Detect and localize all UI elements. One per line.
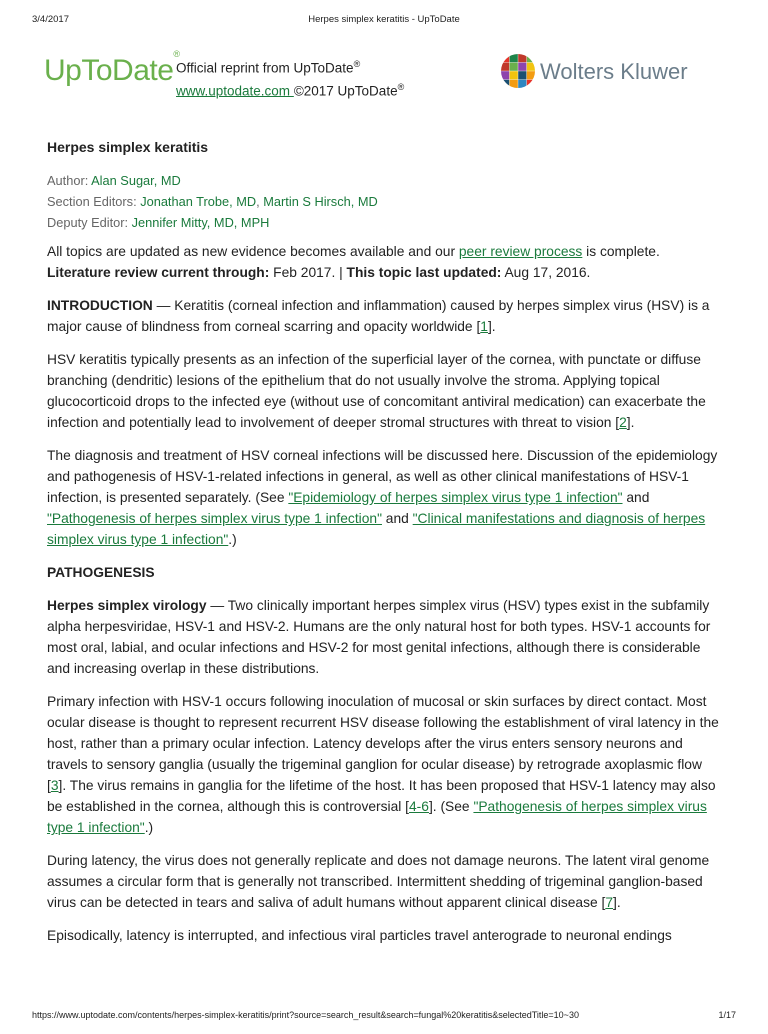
peer-review-link[interactable]: peer review process	[458, 244, 583, 259]
uptodate-site-link[interactable]: www.uptodate.com	[176, 83, 294, 98]
reference-link[interactable]: 4-6	[409, 799, 429, 814]
author-line: Author: Alan Sugar, MD	[47, 173, 181, 188]
globe-tile	[518, 80, 526, 88]
article-content	[47, 137, 722, 958]
reference-link[interactable]: 1	[480, 319, 488, 334]
section-editors-line: Section Editors: Jonathan Trobe, MD, Martin S Hirsch, MD	[47, 194, 378, 209]
globe-tile	[510, 54, 518, 62]
intro-paragraph: HSV keratitis typically presents as an infection of the superficial layer of the cornea, with punctate or diffuse branching (dendritic) lesions of the epithelium that do not usually involve the stroma. Applying topical glucocorticoid drops to the infected eye (without use of concomitant antiviral medication) can exacerbate the infection and potentially lead to involvement of deeper stromal structures with threat to vision [2].	[47, 352, 706, 430]
globe-tile	[510, 71, 518, 79]
print-footer	[0, 1010, 768, 1034]
globe-tile	[527, 80, 535, 88]
pathogenesis-paragraph: Herpes simplex virology — Two clinically important herpes simplex virus (HSV) types exist in the subfamily alpha herpesviridae, HSV-1 and HSV-2. Humans are the only natural host for both types. HSV-1 accounts for most oral, labial, and ocular infections and HSV-2 for most genital infections, although there is considerable and increasing overlap in these distributions.	[47, 598, 711, 676]
globe-tile	[527, 54, 535, 62]
article-authors	[47, 170, 722, 233]
print-page-title: Herpes simplex keratitis - UpToDate	[308, 14, 460, 25]
topic-link[interactable]: "Pathogenesis of herpes simplex virus type 1 infection"	[47, 799, 707, 835]
deputy-editor-link[interactable]: Jennifer Mitty, MD, MPH	[131, 215, 270, 230]
reprint-line: Official reprint from UpToDate®	[176, 59, 361, 76]
globe-tile	[501, 54, 509, 62]
author-link[interactable]: Alan Sugar, MD	[91, 173, 181, 188]
print-date: 3/4/2017	[32, 14, 69, 25]
globe-tile	[518, 54, 526, 62]
globe-tile	[510, 80, 518, 88]
globe-tile	[527, 71, 535, 79]
intro-paragraph: The diagnosis and treatment of HSV corneal infections will be discussed here. Discussion of the epidemiology and pathogenesis of HSV-1-related infections in general, as well as other clinical manifestations of HSV-1 infection, is presented separately. (See "Epidemiology of herpes simplex virus type 1 infection" and "Pathogenesis of herpes simplex virus type 1 infection" and "Clinical manifestations and diagnosis of herpes simplex virus type 1 infection".)	[47, 448, 718, 547]
uptodate-logo: UpToDate®	[44, 49, 180, 87]
globe-tile	[510, 63, 518, 71]
topic-link[interactable]: "Epidemiology of herpes simplex virus type 1 infection"	[288, 490, 623, 505]
pathogenesis-paragraph: During latency, the virus does not generally replicate and does not damage neurons. The latent viral genome assumes a circular form that is generally not transcribed. Intermittent shedding of trigeminal ganglion-based virus can be detected in tears and saliva of adult humans without apparent clinical disease [7].	[47, 853, 710, 910]
reference-link[interactable]: 2	[619, 415, 627, 430]
topic-link[interactable]: "Pathogenesis of herpes simplex virus type 1 infection"	[47, 511, 382, 526]
deputy-editor-line: Deputy Editor: Jennifer Mitty, MD, MPH	[47, 215, 270, 230]
reference-link[interactable]: 3	[50, 778, 59, 793]
intro-paragraph: INTRODUCTION — Keratitis (corneal infection and inflammation) caused by herpes simplex virus (HSV) is a major cause of blindness from corneal scarring and opacity worldwide [1].	[47, 298, 710, 334]
globe-tile	[501, 63, 509, 71]
reprint-notice	[176, 55, 404, 100]
pathogenesis-paragraph: Episodically, latency is interrupted, and infectious viral particles travel anterograde to neuronal endings	[47, 928, 672, 943]
section-editor-link[interactable]: Martin S Hirsch, MD	[263, 194, 378, 209]
topic-link[interactable]: "Clinical manifestations and diagnosis of herpes simplex virus type 1 infection"	[47, 511, 706, 547]
section-heading-introduction: INTRODUCTION	[47, 298, 153, 313]
globe-icon	[500, 53, 536, 89]
publisher-name: Wolters Kluwer	[540, 59, 688, 84]
globe-tile	[518, 71, 526, 79]
section-heading-pathogenesis: PATHOGENESIS	[47, 565, 155, 580]
page-number: 1/17	[718, 1010, 736, 1020]
globe-tile	[501, 80, 509, 88]
pathogenesis-paragraph: Primary infection with HSV-1 occurs following inoculation of mucosal or skin surfaces by direct contact. Most ocular disease is thought to represent recurrent HSV disease following the establishment of viral latency in the host, rather than a primary ocular infection. Latency develops after the virus enters sensory neurons and travels to sensory ganglia (usually the trigeminal ganglion for ocular disease) by retrograde axoplasmic flow [3]. The virus remains in ganglia for the lifetime of the host. It has been proposed that HSV-1 latency may also be established in the cornea, although this is controversial [4-6]. (See "Pathogenesis of herpes simplex virus type 1 infection".)	[47, 694, 719, 835]
reprint-header	[44, 50, 724, 110]
print-url: https://www.uptodate.com/contents/herpes-simplex-keratitis/print?source=search_result&search=fungal%20keratitis&selectedTitle=10~30	[32, 1010, 579, 1020]
update-notice: All topics are updated as new evidence becomes available and our peer review process is complete. Literature review current through: Feb 2017. | This topic last updated: Aug 17, 2016.	[47, 244, 660, 280]
article-title: Herpes simplex keratitis	[47, 139, 209, 155]
wolters-kluwer-logo	[500, 50, 730, 94]
globe-tile	[527, 63, 535, 71]
reprint-site-line: www.uptodate.com ©2017 UpToDate®	[176, 81, 405, 98]
globe-tile	[501, 71, 509, 79]
print-header	[0, 14, 768, 28]
globe-tile	[518, 63, 526, 71]
reference-link[interactable]: 7	[605, 895, 614, 910]
subsection-heading: Herpes simplex virology	[47, 598, 207, 613]
section-editor-link[interactable]: Jonathan Trobe, MD	[140, 194, 257, 209]
